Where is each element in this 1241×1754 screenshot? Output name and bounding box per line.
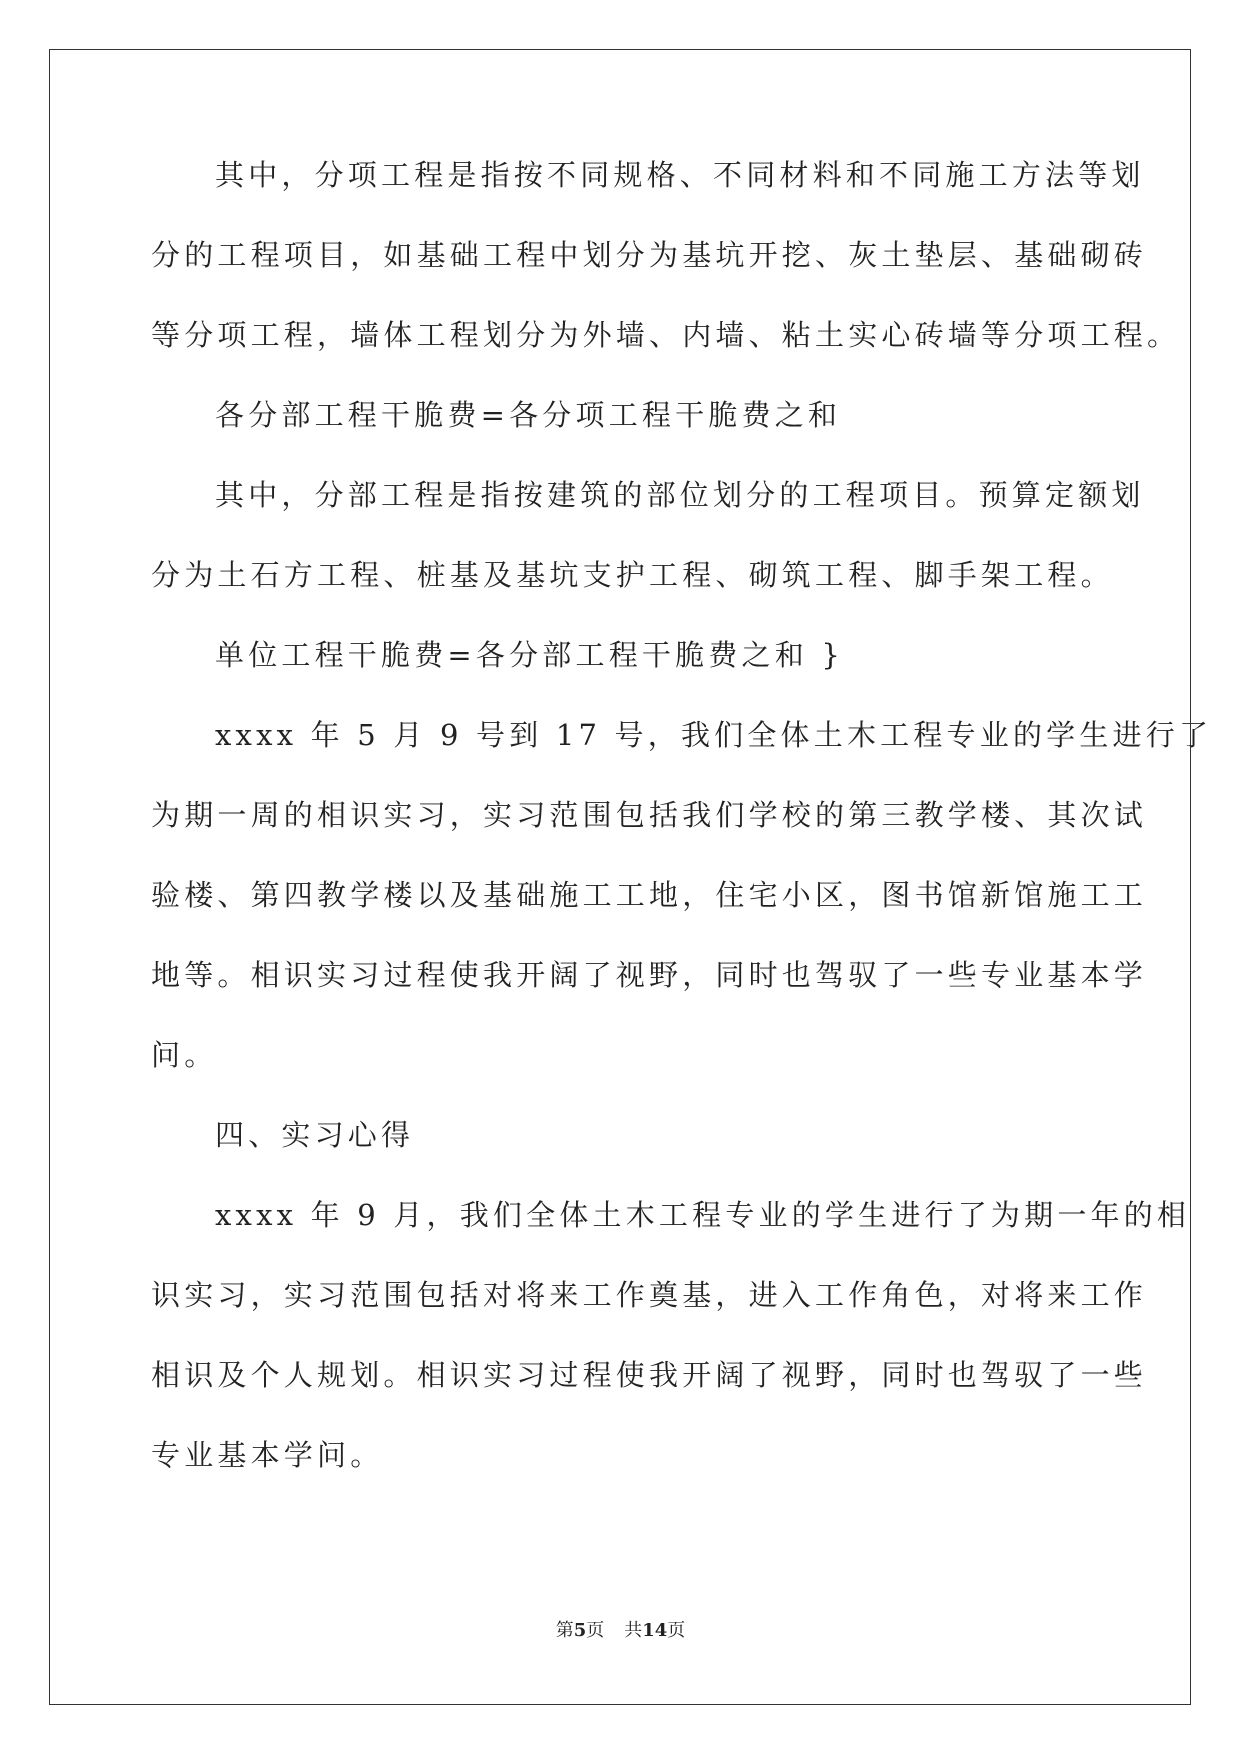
paragraph-line: 为期一周的相识实习，实习范围包括我们学校的第三教学楼、其次试 — [151, 798, 1148, 832]
page-suffix: 页 — [586, 1620, 605, 1641]
paragraph-line: 地等。相识实习过程使我开阔了视野，同时也驾驭了一些专业基本学 — [151, 958, 1148, 992]
paragraph-line: 各分部工程干脆费=各分项工程干脆费之和 — [215, 398, 842, 432]
paragraph-line: 等分项工程，墙体工程划分为外墙、内墙、粘土实心砖墙等分项工程。 — [151, 318, 1181, 352]
page-footer — [0, 1619, 1241, 1643]
paragraph-line: 其中，分部工程是指按建筑的部位划分的工程项目。预算定额划 — [215, 478, 1145, 512]
paragraph-line: xxxx 年 5 月 9 号到 17 号，我们全体土木工程专业的学生进行了 — [215, 718, 1213, 752]
paragraph-line: 专业基本学问。 — [151, 1438, 384, 1472]
paragraph-line: 分的工程项目，如基础工程中划分为基坑开挖、灰土垫层、基础砌砖 — [151, 238, 1148, 272]
paragraph-line: 单位工程干脆费=各分部工程干脆费之和 } — [215, 638, 844, 672]
total-prefix: 共 — [624, 1620, 643, 1641]
paragraph-line: 识实习，实习范围包括对将来工作奠基，进入工作角色，对将来工作 — [151, 1278, 1148, 1312]
total-suffix: 页 — [667, 1620, 686, 1641]
paragraph-line: 其中，分项工程是指按不同规格、不同材料和不同施工方法等划 — [215, 158, 1145, 192]
paragraph-line: 分为土石方工程、桩基及基坑支护工程、砌筑工程、脚手架工程。 — [151, 558, 1114, 592]
paragraph-line: 相识及个人规划。相识实习过程使我开阔了视野，同时也驾驭了一些 — [151, 1358, 1148, 1392]
page-prefix: 第 — [555, 1620, 574, 1641]
section-heading: 四、实习心得 — [215, 1118, 415, 1152]
document-body — [151, 155, 1213, 1515]
paragraph-line: xxxx 年 9 月，我们全体土木工程专业的学生进行了为期一年的相 — [215, 1198, 1191, 1232]
page-number: 5 — [573, 1620, 587, 1641]
paragraph-line: 问。 — [151, 1038, 218, 1072]
paragraph-line: 验楼、第四教学楼以及基础施工工地，住宅小区，图书馆新馆施工工 — [151, 878, 1148, 912]
total-pages: 14 — [642, 1620, 668, 1641]
